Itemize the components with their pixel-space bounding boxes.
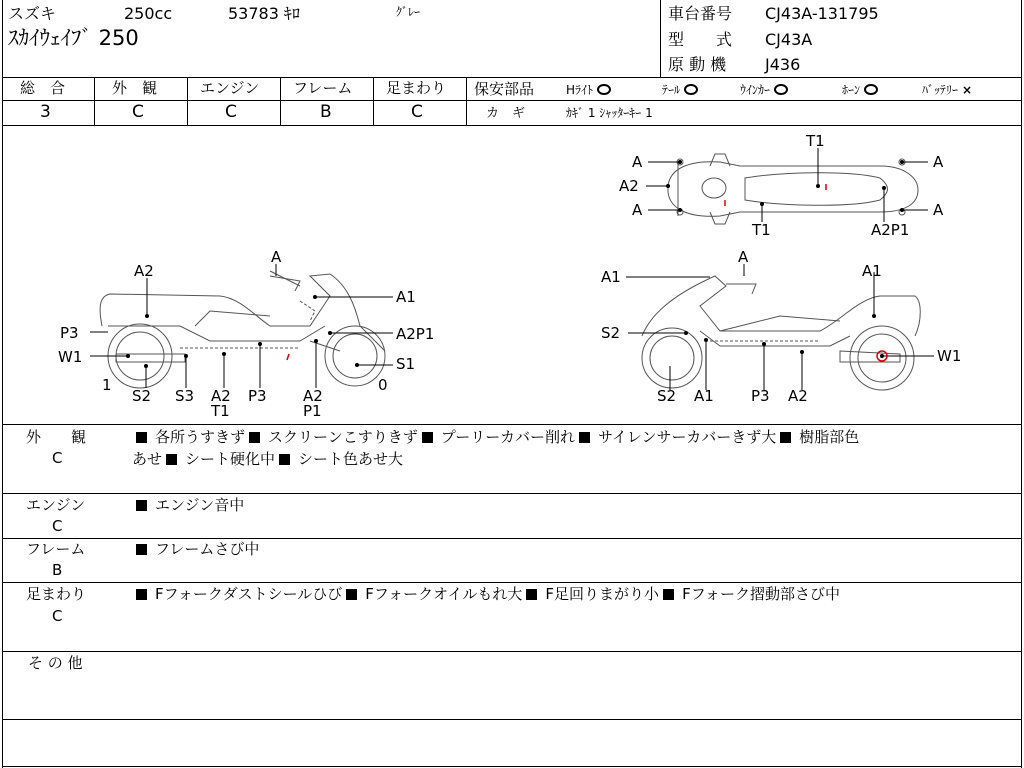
label-top-a2p1: A2P1: [871, 221, 910, 239]
safety-item-tail: ﾃｰﾙ: [662, 84, 698, 96]
bullet-square-icon: [780, 432, 791, 443]
bullet-square-icon: [136, 500, 147, 511]
grade-label-exterior: 外 観: [112, 79, 158, 97]
frame-label: 車台番号: [668, 4, 733, 23]
note-grade-suspension: C: [52, 607, 63, 625]
grade-value-engine: C: [225, 102, 237, 122]
grade-value-frame: B: [320, 102, 332, 122]
safety-item-headlight: Hﾗｲﾄ: [566, 84, 611, 96]
label-right-a: A: [738, 248, 749, 266]
safety-item-battery: ﾊﾞｯﾃﾘｰ ×: [922, 83, 973, 97]
note-grade-exterior: C: [52, 449, 63, 467]
label-left-a2-b: A2: [211, 387, 231, 405]
key-label: カ ギ: [486, 106, 526, 121]
note-category-engine: エンジン: [26, 496, 86, 514]
label-left-a2-c: A2: [303, 387, 323, 405]
label-left-1: 1: [102, 376, 112, 394]
label-left-p1: P1: [303, 402, 322, 420]
label-top-a-1: A: [632, 153, 643, 171]
type-label: 型 式: [668, 30, 733, 49]
note-category-exterior: 外 観: [26, 428, 87, 446]
label-top-a2: A2: [619, 177, 639, 195]
label-top-a-4: A: [933, 201, 944, 219]
note-items-suspension: Fフォークダストシールひび Fフォークオイルもれ大 F足回りまがり小 Fフォーク摺動部さび中: [132, 587, 840, 602]
divider: [2, 766, 1022, 767]
maker: スズキ: [8, 4, 57, 23]
safety-item-horn: ﾎｰﾝ: [842, 84, 878, 96]
label-left-s3: S3: [175, 387, 195, 405]
color: ｸﾞﾚｰ: [396, 5, 421, 19]
note-category-other: そ の 他: [28, 654, 83, 672]
label-left-t1: T1: [211, 402, 230, 420]
label-right-s2-b: S2: [657, 387, 677, 405]
label-left-a2: A2: [134, 262, 154, 280]
displacement: 250cc: [124, 4, 173, 23]
bullet-square-icon: [249, 432, 260, 443]
ok-circle-icon: [597, 84, 611, 95]
label-right-a1-2: A1: [862, 262, 882, 280]
divider: [187, 77, 188, 125]
bullet-square-icon: [346, 589, 357, 600]
label-top-a-3: A: [933, 153, 944, 171]
label-left-s2: S2: [132, 387, 152, 405]
key-value: ｶｷﾞ 1 ｼｬｯﾀｰｷｰ 1: [566, 106, 653, 120]
note-items-exterior: 各所うすきず スクリーンこすりきず プーリーカバー削れ サイレンサーカバーきず大 樹脂部色: [132, 430, 859, 445]
note-grade-frame: B: [52, 561, 63, 579]
grade-label-overall: 総 合: [20, 79, 66, 97]
note-items-frame: フレームさび中: [132, 542, 259, 557]
label-left-p3: P3: [60, 324, 79, 342]
bullet-square-icon: [136, 544, 147, 555]
ok-circle-icon: [684, 84, 698, 95]
bullet-square-icon: [422, 432, 433, 443]
model-name: ｽｶｲｳｪｲﾌﾞ 250: [8, 26, 139, 50]
grade-label-engine: エンジン: [200, 79, 260, 97]
divider: [373, 77, 374, 125]
label-left-a1: A1: [396, 288, 416, 306]
engine-value: J436: [765, 55, 801, 74]
label-left-s1: S1: [396, 355, 416, 373]
label-top-t1-2: T1: [752, 221, 771, 239]
label-left-p3-b: P3: [248, 387, 267, 405]
divider: [2, 538, 1022, 539]
label-top-t1-1: T1: [806, 132, 825, 150]
divider: [2, 77, 1022, 78]
scooter-left-view: [100, 271, 385, 388]
divider: [280, 77, 281, 125]
bullet-square-icon: [166, 454, 177, 465]
label-left-a2p1: A2P1: [396, 325, 435, 343]
ng-x-icon: ×: [962, 83, 973, 97]
label-right-w1: W1: [937, 347, 962, 365]
label-right-p3: P3: [751, 387, 770, 405]
ok-circle-icon: [864, 84, 878, 95]
divider: [466, 77, 467, 125]
engine-label: 原 動 機: [668, 55, 727, 74]
frame-value: CJ43A-131795: [765, 4, 879, 23]
safety-title: 保安部品: [474, 80, 535, 98]
note-grade-engine: C: [52, 517, 63, 535]
divider: [2, 582, 1022, 583]
bullet-square-icon: [663, 589, 674, 600]
divider: [2, 100, 1022, 101]
grade-label-suspension: 足まわり: [386, 79, 447, 97]
grade-label-frame: フレーム: [293, 79, 353, 97]
label-left-0: 0: [378, 376, 388, 394]
note-category-frame: フレーム: [26, 540, 86, 558]
divider: [2, 424, 1022, 425]
ok-circle-icon: [774, 84, 788, 95]
bullet-square-icon: [526, 589, 537, 600]
bullet-square-icon: [579, 432, 590, 443]
divider: [94, 77, 95, 125]
note-category-suspension: 足まわり: [26, 585, 87, 603]
note-items-engine: エンジン音中: [132, 498, 244, 513]
grade-value-suspension: C: [411, 102, 423, 122]
note-items-exterior-2: あせ シート硬化中 シート色あせ大: [132, 450, 404, 468]
mileage: 53783 ｷﾛ: [228, 4, 300, 23]
label-left-w1: W1: [58, 348, 83, 366]
label-right-s2: S2: [601, 324, 621, 342]
label-right-a1-1: A1: [601, 268, 621, 286]
bullet-square-icon: [136, 589, 147, 600]
label-top-a-2: A: [632, 201, 643, 219]
divider: [2, 651, 1022, 652]
divider: [2, 719, 1022, 720]
bullet-square-icon: [279, 454, 290, 465]
bullet-square-icon: [136, 432, 147, 443]
safety-item-winker: ｳｲﾝｶｰ: [740, 84, 788, 96]
divider: [2, 493, 1022, 494]
grade-value-overall: 3: [40, 102, 51, 122]
scooter-top-view: [668, 154, 918, 224]
type-value: CJ43A: [765, 30, 813, 49]
label-right-a2: A2: [788, 387, 808, 405]
grade-value-exterior: C: [132, 102, 144, 122]
label-left-a: A: [271, 248, 282, 266]
divider: [660, 0, 661, 77]
label-right-a1-3: A1: [694, 387, 714, 405]
